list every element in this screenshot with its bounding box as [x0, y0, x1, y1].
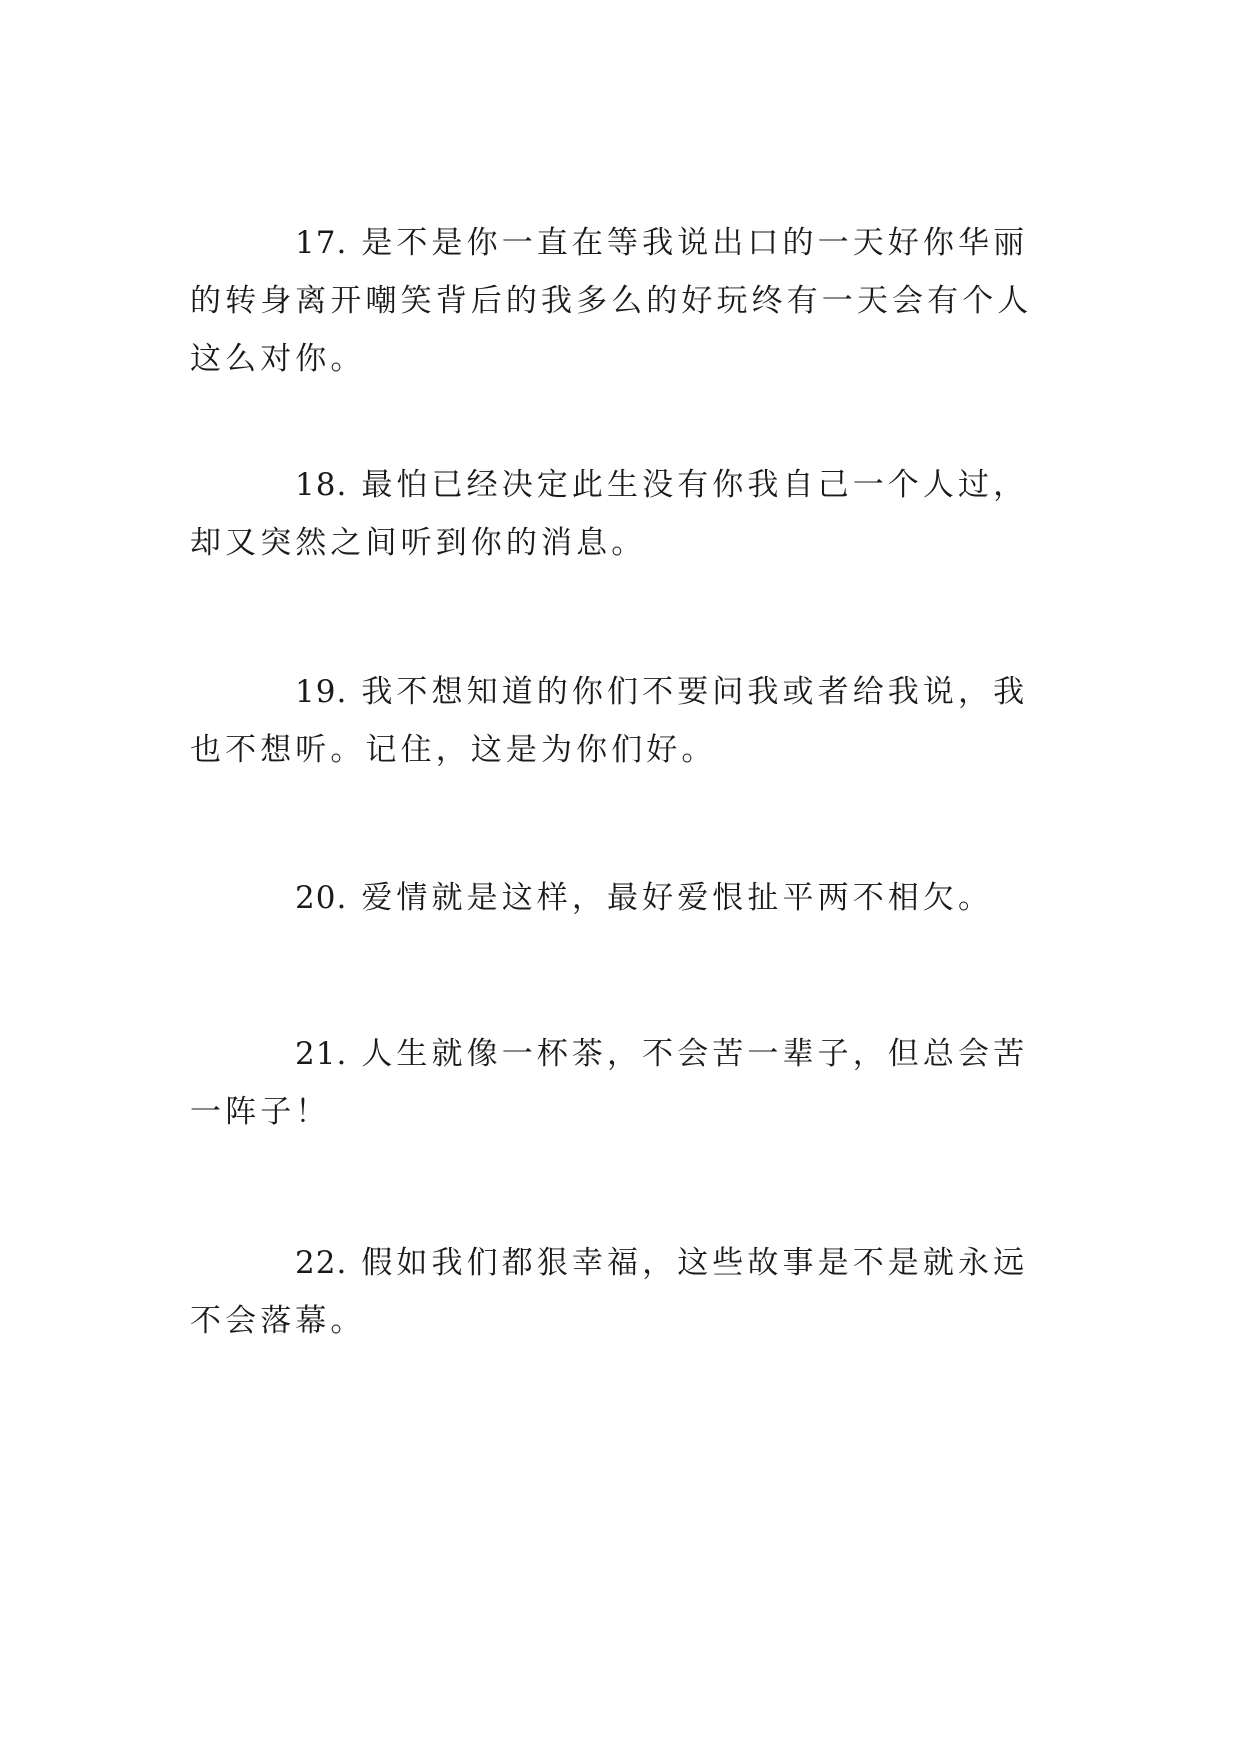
paragraph-text: 爱情就是这样，最好爱恨扯平两不相欠。 [361, 880, 994, 916]
paragraph-number: 19. [295, 674, 348, 710]
paragraph-number: 17. [295, 225, 348, 261]
paragraph-20 [190, 869, 1050, 927]
paragraph-number: 18. [295, 467, 348, 503]
paragraph-19 [190, 663, 1050, 779]
paragraph-text: 人生就像一杯茶，不会苦一辈子，但总会苦一阵子！ [190, 1036, 1029, 1130]
paragraph-text: 假如我们都狠幸福，这些故事是不是就永远不会落幕。 [190, 1245, 1029, 1339]
paragraph-17 [190, 214, 1050, 388]
paragraph-18 [190, 456, 1050, 572]
paragraph-number: 22. [295, 1245, 348, 1281]
paragraph-number: 21. [295, 1036, 348, 1072]
paragraph-21 [190, 1025, 1050, 1141]
paragraph-number: 20. [295, 880, 348, 916]
paragraph-22 [190, 1234, 1050, 1350]
paragraph-text: 是不是你一直在等我说出口的一天好你华丽的转身离开嘲笑背后的我多么的好玩终有一天会有个人这么对你。 [190, 225, 1033, 377]
paragraph-text: 我不想知道的你们不要问我或者给我说，我也不想听。记住，这是为你们好。 [190, 674, 1029, 768]
paragraph-text: 最怕已经决定此生没有你我自己一个人过，却又突然之间听到你的消息。 [190, 467, 1029, 561]
